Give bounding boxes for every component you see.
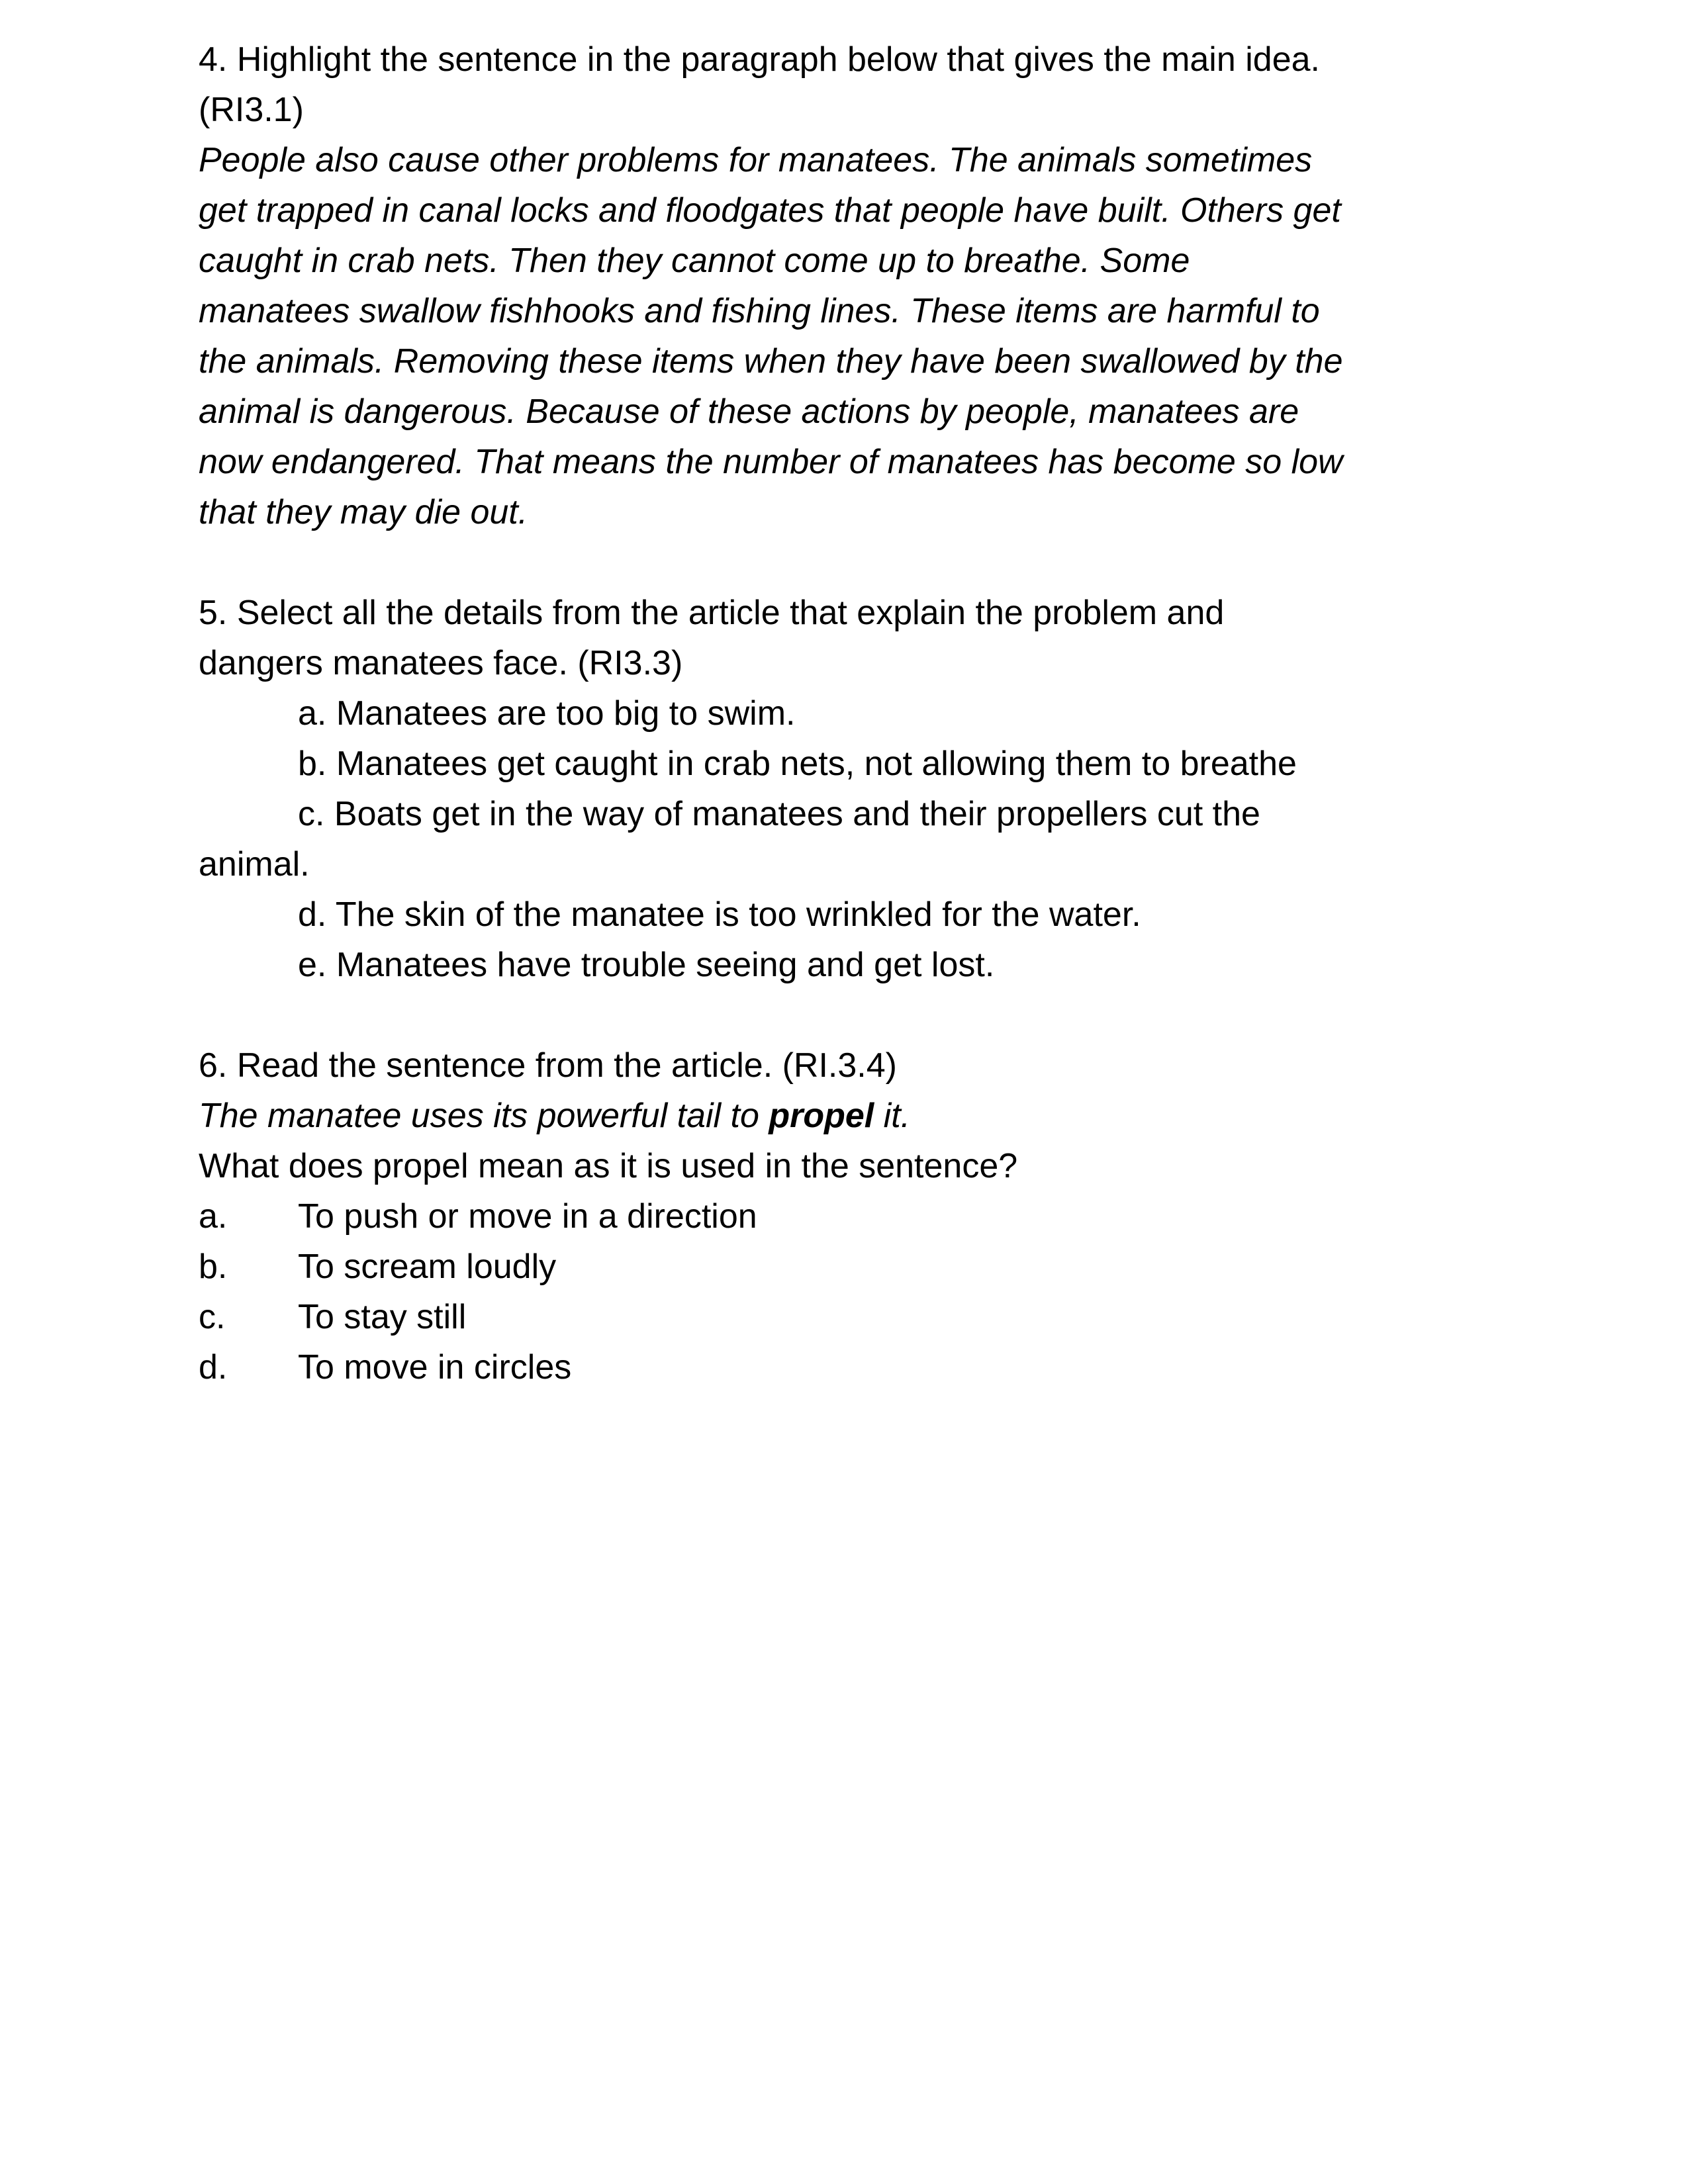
question-6-option-d bbox=[199, 1342, 1489, 1392]
question-5-option-b bbox=[199, 739, 1489, 789]
passage-line-8 bbox=[199, 487, 1489, 537]
emphasized-word: propel bbox=[769, 1097, 874, 1135]
question-5-option-a bbox=[199, 688, 1489, 739]
text-run: that they may die out. bbox=[199, 493, 528, 531]
text-run: 5. Select all the details from the article that explain the problem and bbox=[199, 594, 1225, 632]
text-run: it. bbox=[874, 1097, 911, 1135]
passage-line-1 bbox=[199, 135, 1489, 185]
passage-line-6 bbox=[199, 387, 1489, 437]
text-run: get trapped in canal locks and floodgates that people have built. Others get bbox=[199, 191, 1341, 230]
text-run: b. Manatees get caught in crab nets, not allowing them to breathe bbox=[298, 745, 1297, 783]
option-text: To stay still bbox=[298, 1298, 467, 1336]
text-run: dangers manatees face. (RI3.3) bbox=[199, 644, 683, 682]
passage-line-4 bbox=[199, 286, 1489, 336]
option-text: To push or move in a direction bbox=[298, 1197, 757, 1236]
option-letter: d. bbox=[199, 1348, 228, 1387]
question-5-prompt-line-2 bbox=[199, 638, 1489, 688]
question-6-option-c bbox=[199, 1292, 1489, 1342]
document-text-block bbox=[199, 34, 1489, 1392]
question-5-option-c-line-2 bbox=[199, 839, 1489, 889]
question-5-option-e bbox=[199, 940, 1489, 990]
text-run: 6. Read the sentence from the article. (RI.3.4) bbox=[199, 1046, 897, 1085]
text-run: c. Boats get in the way of manatees and their propellers cut the bbox=[298, 795, 1260, 833]
text-run: animal is dangerous. Because of these actions by people, manatees are bbox=[199, 392, 1299, 431]
text-run: manatees swallow fishhooks and fishing lines. These items are harmful to bbox=[199, 292, 1320, 330]
option-text: To move in circles bbox=[298, 1348, 572, 1387]
option-letter: a. bbox=[199, 1197, 228, 1236]
question-4-standard-code bbox=[199, 85, 1489, 135]
text-run: animal. bbox=[199, 845, 310, 884]
question-6-option-a bbox=[199, 1191, 1489, 1242]
text-run: (RI3.1) bbox=[199, 91, 304, 129]
passage-line-3 bbox=[199, 236, 1489, 286]
question-5-option-c-line-1 bbox=[199, 789, 1489, 839]
text-run: d. The skin of the manatee is too wrinkled for the water. bbox=[298, 895, 1141, 934]
question-4-prompt-line-1 bbox=[199, 34, 1489, 85]
blank-line bbox=[199, 990, 1489, 1040]
option-text: To scream loudly bbox=[298, 1248, 557, 1286]
text-run: e. Manatees have trouble seeing and get lost. bbox=[298, 946, 995, 984]
text-run: People also cause other problems for manatees. The animals sometimes bbox=[199, 141, 1313, 179]
text-run: a. Manatees are too big to swim. bbox=[298, 694, 796, 733]
blank-line bbox=[199, 537, 1489, 588]
text-run: What does propel mean as it is used in the sentence? bbox=[199, 1147, 1018, 1185]
question-6-option-b bbox=[199, 1242, 1489, 1292]
text-run: 4. Highlight the sentence in the paragraph below that gives the main idea. bbox=[199, 40, 1320, 79]
option-letter: c. bbox=[199, 1298, 226, 1336]
passage-line-5 bbox=[199, 336, 1489, 387]
text-run: now endangered. That means the number of manatees has become so low bbox=[199, 443, 1343, 481]
option-letter: b. bbox=[199, 1248, 228, 1286]
question-5-option-d bbox=[199, 889, 1489, 940]
question-6-question bbox=[199, 1141, 1489, 1191]
text-run: the animals. Removing these items when they have been swallowed by the bbox=[199, 342, 1343, 381]
question-6-prompt bbox=[199, 1040, 1489, 1091]
passage-line-2 bbox=[199, 185, 1489, 236]
passage-line-7 bbox=[199, 437, 1489, 487]
question-6-quoted-sentence bbox=[199, 1091, 1489, 1141]
text-run: The manatee uses its powerful tail to bbox=[199, 1097, 769, 1135]
question-5-prompt-line-1 bbox=[199, 588, 1489, 638]
text-run: caught in crab nets. Then they cannot come up to breathe. Some bbox=[199, 242, 1190, 280]
